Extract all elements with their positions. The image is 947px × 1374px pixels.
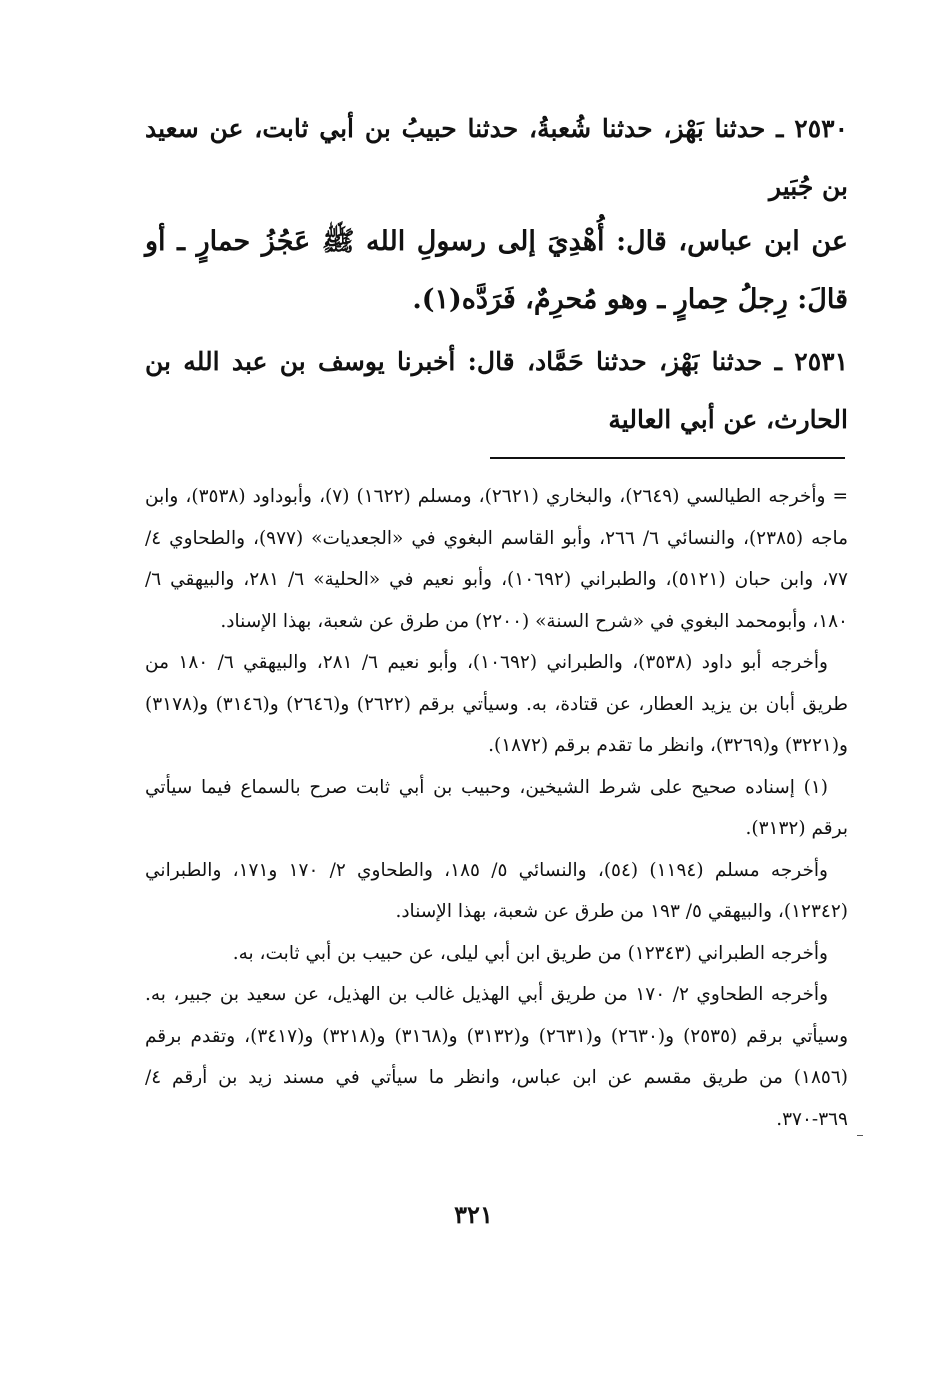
footnote-1: (١) إسناده صحيح على شرط الشيخين، وحبيب بن أبي ثابت صرح بالسماع فيما سيأتي برقم (٣١٣٢).: [145, 776, 848, 839]
footnote-paragraph: وأخرجه الطحاوي ٢/ ١٧٠ من طريق أبي الهذيل غالب بن الهذيل، عن سعيد بن جبير، به. وسيأتي برقم (٢٥٣٥) و(٢٦٣٠) و(٢٦٣١) و(٣١٣٢) و(٣١٦٨) و(٣٢١٨) و(٣٤١٧)، وتقدم برقم (١٨٥٦) من طريق مقسم عن ابن عباس، وانظر ما سيأتي في مسند زيد بن أرقم ٤/ ٣٦٩-٣٧٠.: [145, 984, 849, 1130]
footnote-paragraph: وأخرجه أبو داود (٣٥٣٨)، والطبراني (١٠٦٩٢)، وأبو نعيم ٦/ ٢٨١، والبيهقي ٦/ ١٨٠ من طريق أبان بن يزيد العطار، عن قتادة، به. وسيأتي برقم (٢٦٢٢) و(٢٦٤٦) و(٣١٤٦) و(٣١٧٨) و(٣٢٢١) و(٣٢٦٩)، وانظر ما تقدم برقم (١٨٧٢).: [145, 652, 849, 756]
footnote-separator: [490, 457, 845, 459]
isnad-text: ـ حدثنا بَهْز، حدثنا شُعبةُ، حدثنا حبيبُ بن أبي ثابت، عن سعيد بن جُبَير: [145, 114, 848, 201]
isnad-text: ـ حدثنا بَهْز، حدثنا حَمَّاد، قال: أخبرنا يوسف بن عبد الله بن الحارث، عن أبي العالية: [145, 347, 848, 434]
hadith-number: ٢٥٣١: [794, 347, 848, 376]
footnote-paragraph: وأخرجه مسلم (١١٩٤) (٥٤)، والنسائي ٥/ ١٨٥، والطحاوي ٢/ ١٧٠ و١٧١، والطبراني (١٢٣٤٢)، والبيهقي ٥/ ١٩٣ من طرق عن شعبة، بهذا الإسناد.: [145, 859, 848, 922]
footnote-continued: = وأخرجه الطيالسي (٢٦٤٩)، والبخاري (٢٦٢١)، ومسلم (١٦٢٢) (٧)، وأبوداود (٣٥٣٨)، وابن ماجه (٢٣٨٥)، والنسائي ٦/ ٢٦٦، وأبو القاسم البغوي في «الجعديات» (٩٧٧)، والطحاوي ٤/ ٧٧، وابن حبان (٥١٢١)، والطبراني (١٠٦٩٢)، وأبو نعيم في «الحلية» ٦/ ٢٨١، والبيهقي ٦/ ١٨٠، وأبومحمد البغوي في «شرح السنة» (٢٢٠٠) من طرق عن شعبة، بهذا الإسناد.: [145, 486, 849, 632]
footnote-paragraph: وأخرجه الطبراني (١٢٣٤٣) من طريق ابن أبي ليلى، عن حبيب بن أبي ثابت، به.: [232, 942, 828, 964]
page-number: ٣٢١: [454, 1200, 493, 1229]
scan-mark: [857, 1135, 863, 1136]
hadith-2531-isnad: [145, 333, 848, 449]
hadith-number: ٢٥٣٠: [794, 114, 848, 143]
hadith-2530-matn: عن ابن عباس، قال: أُهْدِيَ إلى رسولِ الله ﷺ عَجُزُ حمارٍ ـ أو قالَ: رِجلُ حِمارٍ ـ وهو مُحرِمٌ، فَرَدَّه(١).: [145, 226, 848, 315]
hadith-2530-isnad: [145, 100, 848, 216]
footnotes: [145, 476, 848, 1140]
